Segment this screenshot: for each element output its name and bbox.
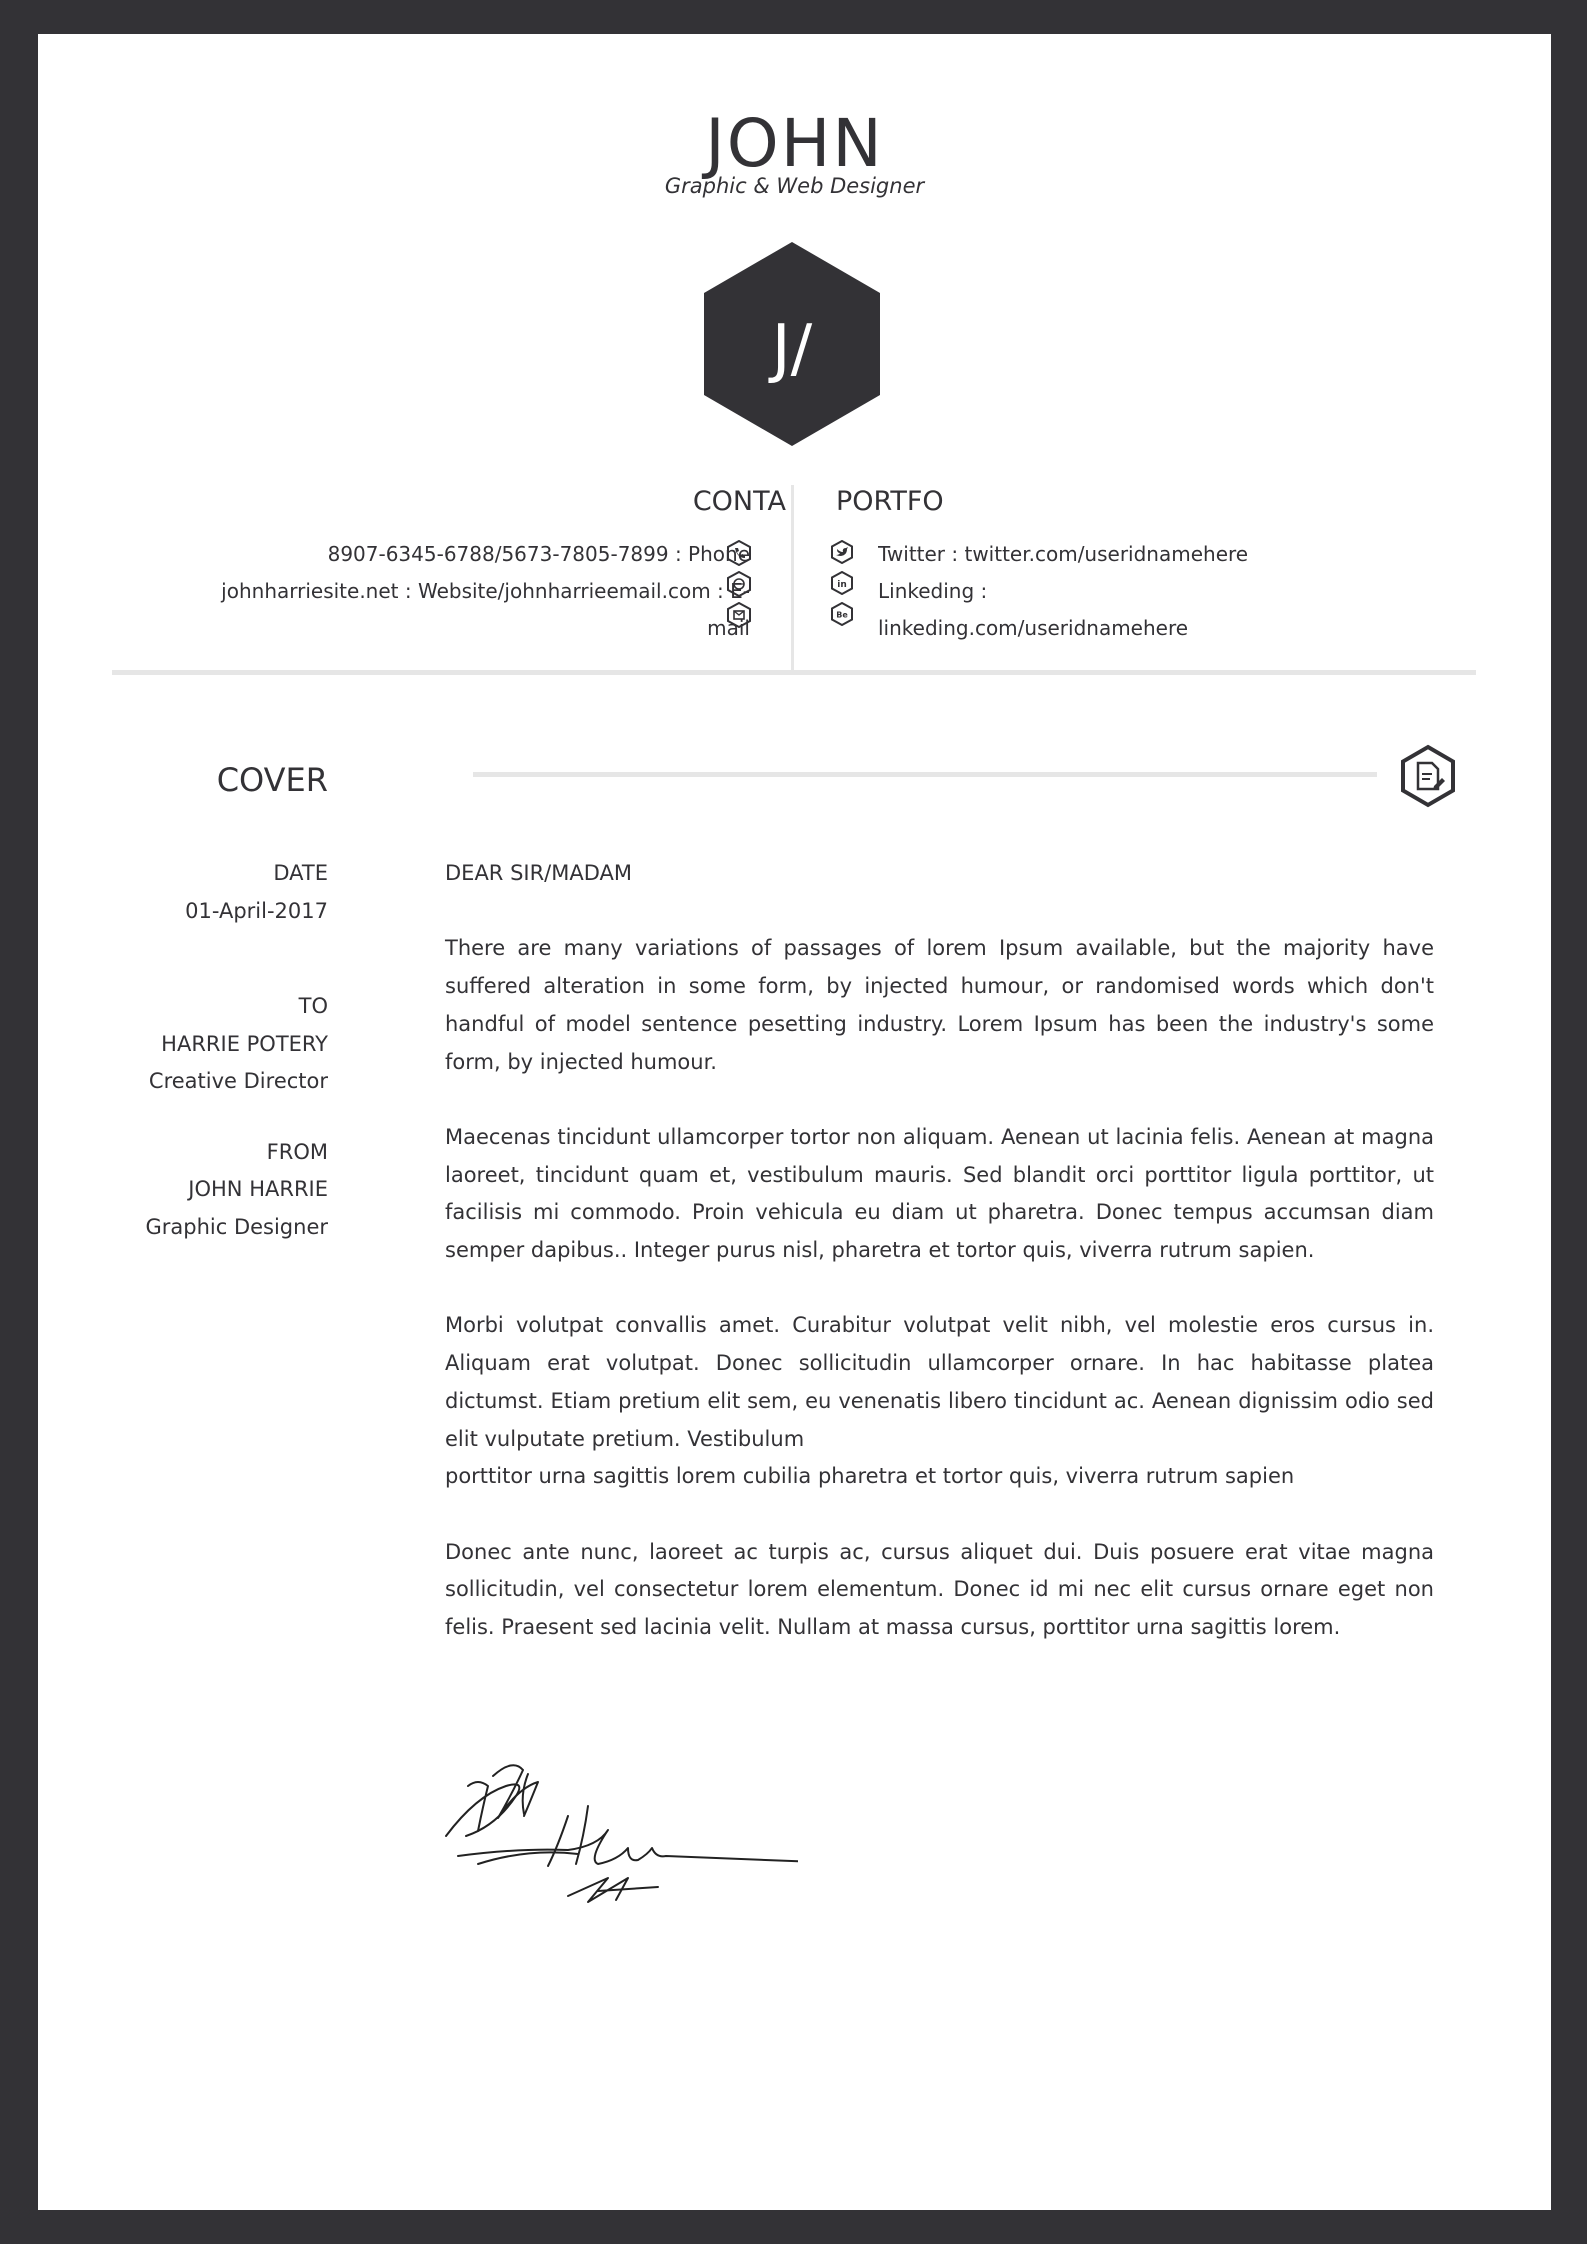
- recipient-title: Creative Director: [148, 1069, 328, 1093]
- letter-paragraph-3: Morbi volutpat convallis amet. Curabitur volutpat velit nibh, vel molestie eros cursus in. Aliquam erat volutpat. Donec sollicitudin ullamcorper ornare. In hac habitasse platea dictumst. Etiam pretium elit sem, eu venenatis libero tincidunt ac. Aenean dignissim odio sed elit vulputate pretium. Vestibulum: [445, 1313, 1434, 1451]
- candidate-subtitle: Graphic & Web Designer: [664, 174, 925, 198]
- letter-paragraph-1: There are many variations of passages of lorem Ipsum available, but the majority have suffered alteration in some form, by injected humour, or randomised words which don't handful of model sentence pesetting industry. Lorem Ipsum has been the industry's some form, by injected humour.: [445, 936, 1434, 1074]
- portfolio-line-linkedin-url: linkeding.com/useridnamehere: [878, 616, 1189, 640]
- svg-text:Be: Be: [836, 610, 848, 620]
- recipient-group: [118, 988, 328, 1101]
- letter-paragraph-3-tail: porttitor urna sagittis lorem cubilia pharetra et tortor quis, viverra rutrum sapien: [445, 1464, 1295, 1489]
- to-label: TO: [298, 994, 328, 1018]
- cover-rule: [473, 772, 1377, 777]
- contact-line-email-tail: mail: [707, 616, 750, 640]
- portfolio-section-title: PORTFO: [836, 486, 944, 513]
- portfolio-icons: [830, 540, 862, 633]
- sender-name: JOHN HARRIE: [188, 1177, 328, 1201]
- website-icon: [726, 571, 752, 597]
- candidate-name: JOHN: [705, 105, 884, 182]
- email-icon: [726, 602, 752, 628]
- letter-paragraph-2: Maecenas tincidunt ullamcorper tortor non aliquam. Aenean ut lacinia felis. Aenean at magna laoreet, tincidunt quam et, vestibulum mauris. Sed blandit orci porttitor ligula porttitor, ut facilisis mi commodo. Proin vehicula eu diam ut pharetra. Donec tempus accumsan diam semper dapibus.. Integer purus nisl, pharetra et tortor quis, viverra rutrum sapien.: [445, 1124, 1434, 1262]
- header-divider: [112, 670, 1476, 675]
- portfolio-line-linkedin-label: Linkeding :: [878, 579, 988, 603]
- document-edit-icon: [1400, 744, 1456, 808]
- contact-section-title: CONTA: [692, 486, 786, 513]
- resume-page: [38, 34, 1551, 2210]
- monogram-text: J/: [771, 312, 813, 386]
- recipient-name: HARRIE POTERY: [161, 1031, 328, 1056]
- sender-title: Graphic Designer: [145, 1214, 328, 1239]
- sender-group: [118, 1134, 328, 1247]
- letter-body: [445, 855, 1434, 1684]
- contact-portfolio-divider: [791, 485, 794, 674]
- letter-paragraph-4: Donec ante nunc, laoreet ac turpis ac, cursus aliquet dui. Duis posuere erat vitae magna sollicitudin, vel consectetur lorem elementum. Donec id mi nec elit cursus ornare eget non felis. Praesent sed lacinia velit. Nullam at massa cursus, porttitor urna sagittis lorem.: [445, 1539, 1434, 1639]
- cover-section-title: COVER: [216, 761, 328, 799]
- contact-icons: [726, 540, 758, 633]
- date-value: 01-April-2017: [185, 898, 328, 923]
- behance-icon: [830, 602, 854, 626]
- linkedin-icon: [830, 571, 854, 595]
- from-label: FROM: [266, 1139, 328, 1164]
- salutation: DEAR SIR/MADAM: [445, 861, 633, 885]
- date-group: [118, 855, 328, 930]
- contact-line-phone: 8907-6345-6788/5673-7805-7899 : Phone: [327, 542, 750, 566]
- monogram-badge: [704, 242, 880, 446]
- phone-icon: [726, 540, 752, 566]
- date-label: DATE: [273, 861, 328, 885]
- svg-text:in: in: [837, 580, 847, 590]
- portfolio-line-twitter: Twitter : twitter.com/useridnamehere: [878, 542, 1249, 566]
- handwritten-signature: [438, 1746, 798, 1906]
- contact-line-web-email: johnharriesite.net : Website/johnharrieemail.com : E-: [221, 579, 750, 603]
- portfolio-details: [878, 536, 1438, 670]
- twitter-icon: [830, 540, 854, 564]
- contact-details: [118, 536, 750, 674]
- letter-meta: [118, 855, 328, 1265]
